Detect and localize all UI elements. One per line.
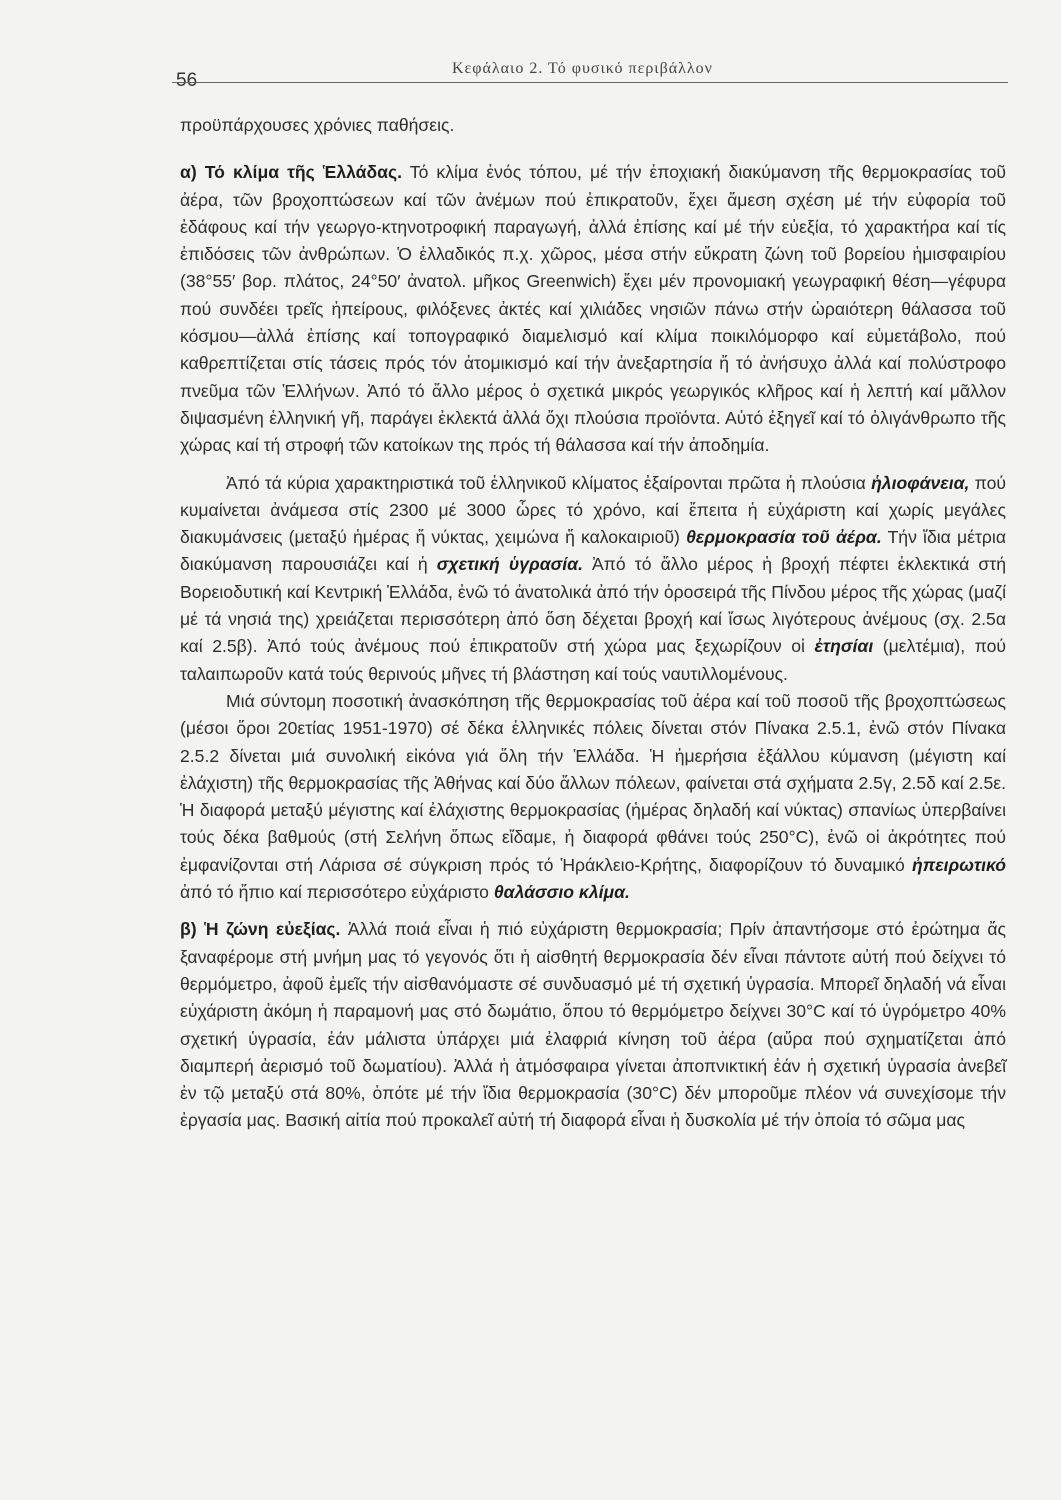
quantitative-review-paragraph [180,688,1006,906]
term-relative-humidity: σχετική ὑγρασία. [436,554,583,575]
section-b-heading: β) Ἡ ζώνη εὐεξίας. [180,919,341,940]
term-sunshine: ἡλιοφάνεια, [871,472,970,493]
section-a-paragraph [180,159,1006,459]
header-rule [172,82,1008,83]
section-a-heading: α) Τό κλίμα τῆς Ἑλλάδας. [180,162,403,183]
term-air-temperature: θερμοκρασία τοῦ ἀέρα. [686,527,882,548]
section-b-text: Ἀλλά ποιά εἶναι ἡ πιό εὐχάριστη θερμοκρασία; Πρίν ἀπαντήσομε στό ἐρώτημα ἄς ξαναφέρομε στή μνήμη μας τό γεγονός ὅτι ἡ αἰσθητή θερμοκρασία δέν εἶναι πάντοτε αὐτή πού δείχνει τό θερμόμετρο, ἀφοῦ ἐμεῖς τήν αἰσθανόμαστε σέ συνδυασμό μέ τή σχετική ὑγρασία. Μπορεῖ δηλαδή νά εἶναι εὐχάριστη ἀκόμη ἡ παραμονή μας στό δωμάτιο, ὅπου τό θερμόμετρο δείχνει 30°C καί τό ὑγρόμετρο 40% σχετική ὑγρασία, ἐάν μάλιστα ὑπάρχει μιά ἐλαφριά κίνηση τοῦ ἀέρα (αὔρα πού σχηματίζεται ἀπό διαμπερή ἀερισμό τοῦ δωματίου). Ἀλλά ἡ ἀτμόσφαιρα γίνεται ἀποπνικτική ἐάν ἡ σχετική ὑγρασία ἀνεβεῖ ἐν τῷ μεταξύ στά 80%, ὁπότε μέ τήν ἴδια θερμοκρασία (30°C) δέν μποροῦμε πλέον νά συνεχίσομε τήν ἐργασία μας. Βασική αἰτία πού προκαλεῖ αὐτή τή διαφορά εἶναι ἡ δυσκολία μέ τήν ὁποία τό σῶμα μας [180,919,1006,1131]
term-etesian-winds: ἐτησίαι [814,636,874,657]
term-continental: ἠπειρωτικό [911,854,1006,875]
section-a-text: Τό κλίμα ἑνός τόπου, μέ τήν ἐποχιακή διακύμανση τῆς θερμοκρασίας τοῦ ἀέρα, τῶν βροχοπτώσεων καί τῶν ἀνέμων πού ἐπικρατοῦν, ἔχει ἄμεση σχέση μέ τήν εὐφορία τοῦ ἐδάφους καί τήν γεωργο-κτηνοτροφική παραγωγή, ἀλλά ἐπίσης καί μέ τήν εὐεξία, τό χαρακτήρα καί τίς ἐπιδόσεις τῶν ἀνθρώπων. Ὁ ἑλλαδικός π.χ. χῶρος, μέσα στήν εὔκρατη ζώνη τοῦ βορείου ἡμισφαιρίου (38°55′ βορ. πλάτος, 24°50′ ἀνατολ. μῆκος Greenwich) ἔχει μέν προνομιακή γεωγραφική θέση—γέφυρα πού συνδέει τρεῖς ἠπείρους, φιλόξενες ἀκτές καί χιλιάδες νησιῶν πάνω στήν ὡραιότερη θάλασσα τοῦ κόσμου—ἀλλά ἐπίσης καί τοπογραφικό διαμελισμό καί κλίμα ποικιλόμορφο καί εὐμετάβολο, πού καθρεπτίζεται στίς τάσεις πρός τόν ἀτομικισμό καί τήν ἀνεξαρτησία ἤ τό ἀνήσυχο ἀλλά καί πολύστροφο πνεῦμα τῶν Ἑλλήνων. Ἀπό τό ἄλλο μέρος ὁ σχετικά μικρός γεωργικός κλῆρος καί ἡ λεπτή καί μᾶλλον διψασμένη ἑλληνική γῆ, παράγει ἐκλεκτά ἀλλά ὄχι πλούσια προϊόντα. Αὐτό ἐξηγεῖ καί τό ὀλιγάνθρωπο τῆς χώρας καί τή στροφή τῶν κατοίκων της πρός τή θάλασσα καί τήν ἀποδημία. [180,162,1007,456]
text-run: πού κυμαίνεται ἀνάμεσα στίς 2300 μέ 3000 ὧρες τό χρόνο, καί ἔπειτα ἡ εὐχάριστη καί χωρίς μεγάλες διακυμάνσεις (μεταξύ ἡμέρας ἤ νύκτας, χειμώνα ἤ καλοκαιριοῦ) [180,472,1006,548]
text-run: Ἀπό τά κύρια χαρακτηριστικά τοῦ ἑλληνικοῦ κλίματος ἐξαίρονται πρῶτα ἡ πλούσια [226,472,872,493]
text-run: ἀπό τό ἤπιο καί περισσότερο εὐχάριστο [180,882,494,903]
page-number: 56 [176,70,198,91]
page-body [180,112,1006,1135]
text-run: Μιά σύντομη ποσοτική ἀνασκόπηση τῆς θερμοκρασίας τοῦ ἀέρα καί τοῦ ποσοῦ τῆς βροχοπτώσεως (μέσοι ὅροι 20ετίας 1951-1970) σέ δέκα ἑλληνικές πόλεις δίνεται στόν Πίνακα 2.5.1, ἐνῶ στόν Πίνακα 2.5.2 δίνεται μιά συνολική εἰκόνα γιά ὅλη τήν Ἑλλάδα. Ἡ ἡμερήσια ἐξάλλου κύμανση (μέγιστη καί ἐλάχιστη) τῆς θερμοκρασίας τῆς Ἀθήνας καί δύο ἄλλων πόλεων, φαίνεται στά σχήματα 2.5γ, 2.5δ καί 2.5ε. Ἡ διαφορά μεταξύ μέγιστης καί ἐλάχιστης θερμοκρασίας (ἡμέρας δηλαδή καί νύκτας) σπανίως ὑπερβαίνει τούς δέκα βαθμούς (στή Σελήνη ὅπως εἴδαμε, ἡ διαφορά φθάνει τούς 250°C), ἐνῶ οἱ ἀκρότητες πού ἐμφανίζονται στή Λάρισα σέ σύγκριση πρός τό Ἡράκλειο-Κρήτης, διαφορίζουν τό δυναμικό [180,690,1006,875]
text-run: (μελτέμια), πού ταλαιπωροῦν κατά τούς θερινούς μῆνες τή βλάστηση καί τούς ναυτιλλομένους. [180,636,1007,684]
running-title: Κεφάλαιο 2. Τό φυσικό περιβάλλον [452,60,713,77]
lead-line: προϋπάρχουσες χρόνιες παθήσεις. [180,115,455,135]
climate-features-paragraph [180,470,1006,688]
text-run: Ἀπό τό ἄλλο μέρος ἡ βροχή πέφτει ἐκλεκτικά στή Βορειοδυτική καί Κεντρική Ἑλλάδα, ἐνῶ τό ἀνατολικά ἀπό τήν ὀροσειρά τῆς Πίνδου μέρος τῆς χώρας (μαζί μέ τά νησιά της) χρειάζεται περισσότερη ἀπό ὅση δέχεται βροχή καί ἴσως λιγότερους ἀνέμους (σχ. 2.5α καί 2.5β). Ἀπό τούς ἀνέμους πού ἐπικρατοῦν στή χώρα μας ξεχωρίζουν οἱ [180,554,1006,657]
text-run: Τήν ἴδια μέτρια διακύμανση παρουσιάζει καί ἡ [180,527,1006,575]
term-marine-climate: θαλάσσιο κλίμα. [493,882,630,903]
section-b-paragraph [180,916,1006,1134]
